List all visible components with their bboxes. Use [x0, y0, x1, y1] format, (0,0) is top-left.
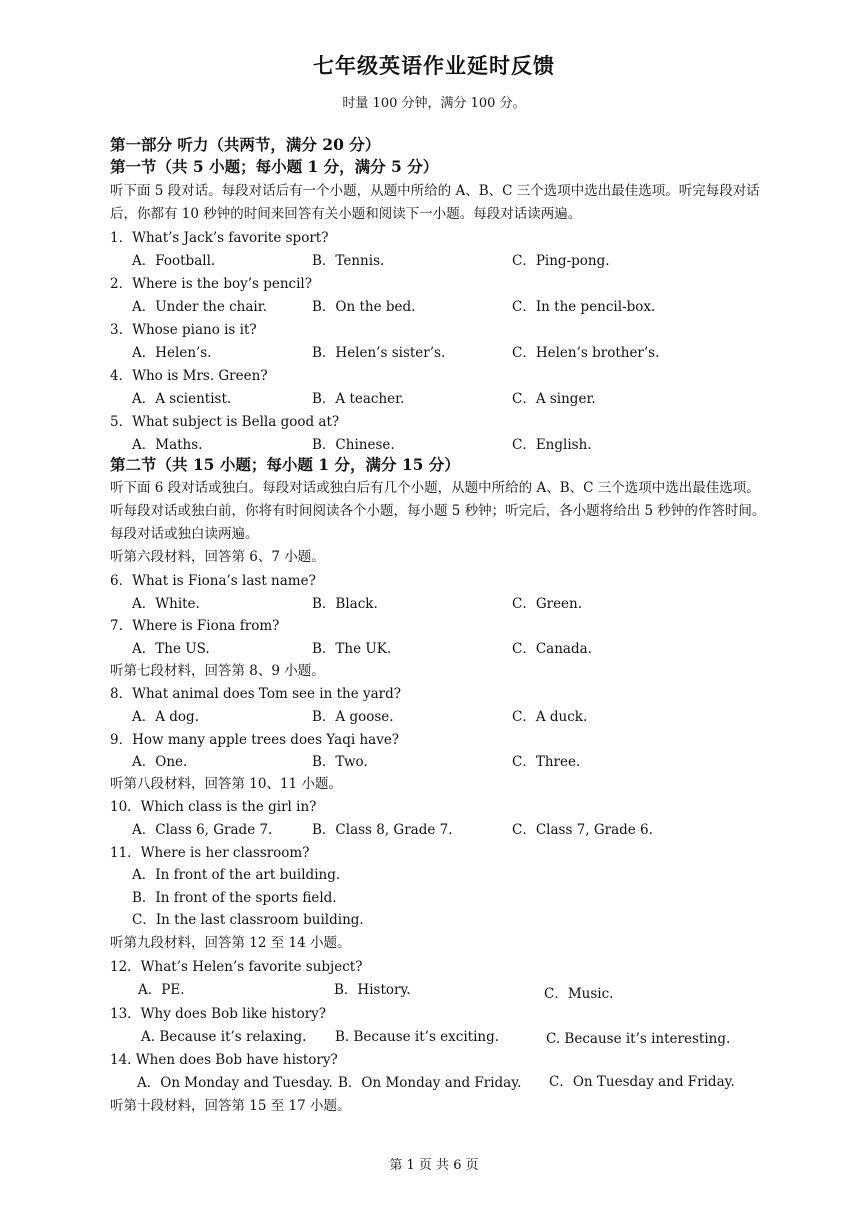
option-a: A．Under the chair.: [132, 299, 267, 315]
question-stem: 10．Which class is the girl in?: [110, 799, 317, 815]
option-a: A．In front of the art building.: [132, 867, 341, 883]
question-stem: 8．What animal does Tom see in the yard?: [110, 686, 402, 702]
section2-instruction: 听下面 6 段对话或独白。每段对话或独白后有几个小题，从题中所给的 A、B、C 三个选项中选出最佳选项。听每段对话或独白前，你将有时间阅读各个小题，每小题 5 秒钟；听完后，各小题将给出 5 秒钟的作答时间。每段对话或独白读两遍。: [110, 480, 766, 542]
option-a: A．One.: [132, 754, 188, 770]
option-c: C．Canada.: [512, 641, 592, 657]
question-stem: 1．What’s Jack’s favorite sport?: [110, 230, 329, 246]
page-title: 七年级英语作业延时反馈: [313, 53, 555, 78]
option-c: C．Three.: [512, 754, 581, 770]
section1-heading: 第一节（共 5 小题；每小题 1 分，满分 5 分）: [110, 157, 439, 176]
option-a: A．Helen’s.: [132, 345, 212, 361]
option-b: B．A goose.: [312, 709, 394, 725]
option-c: C．On Tuesday and Friday.: [549, 1074, 735, 1090]
listening-note: 听第八段材料，回答第 10、11 小题。: [110, 776, 342, 792]
option-a: A．Maths.: [132, 437, 203, 453]
option-c: C．A duck.: [512, 709, 588, 725]
question-stem: 14. When does Bob have history?: [110, 1052, 338, 1068]
option-b: B．History.: [334, 982, 411, 998]
question-stem: 4．Who is Mrs. Green?: [110, 368, 268, 384]
listening-note: 听第六段材料，回答第 6、7 小题。: [110, 549, 325, 565]
option-c: C．Green.: [512, 596, 583, 612]
option-c: C．Helen’s brother’s.: [512, 345, 660, 361]
option-b: B．A teacher.: [312, 391, 405, 407]
option-a: A．The US.: [132, 641, 210, 657]
option-a: A．A scientist.: [132, 391, 232, 407]
option-b: B．On Monday and Friday.: [338, 1075, 522, 1091]
question-stem: 7．Where is Fiona from?: [110, 618, 280, 634]
option-b: B．Class 8, Grade 7.: [312, 822, 453, 838]
option-c: C. Because it’s interesting.: [546, 1031, 731, 1047]
question-stem: 9．How many apple trees does Yaqi have?: [110, 732, 400, 748]
question-stem: 3．Whose piano is it?: [110, 322, 257, 338]
option-a: A．PE.: [138, 982, 185, 998]
option-a: A．Football.: [132, 253, 216, 269]
option-c: C．A singer.: [512, 391, 596, 407]
section1-instruction: 听下面 5 段对话。每段对话后有一个小题，从题中所给的 A、B、C 三个选项中选出最佳选项。听完每段对话后，你都有 10 秒钟的时间来回答有关小题和阅读下一小题。每段对话读两遍。: [110, 183, 760, 222]
listening-note: 听第十段材料，回答第 15 至 17 小题。: [110, 1098, 351, 1114]
option-b: B．On the bed.: [312, 299, 416, 315]
option-c: C．English.: [512, 437, 592, 453]
question-stem: 13．Why does Bob like history?: [110, 1006, 327, 1022]
question-stem: 6．What is Fiona’s last name?: [110, 573, 316, 589]
option-b: B．Chinese.: [312, 437, 395, 453]
option-c: C．Ping-pong.: [512, 253, 610, 269]
option-b: B．Black.: [312, 596, 378, 612]
question-stem: 12．What’s Helen’s favorite subject?: [110, 959, 363, 975]
listening-note: 听第九段材料，回答第 12 至 14 小题。: [110, 935, 351, 951]
option-c: C．In the pencil-box.: [512, 299, 656, 315]
question-stem: 5．What subject is Bella good at?: [110, 414, 340, 430]
part1-heading: 第一部分 听力（共两节，满分 20 分）: [110, 135, 381, 154]
option-b: B．In front of the sports field.: [132, 890, 337, 906]
option-b: B．Two.: [312, 754, 368, 770]
listening-note: 听第七段材料，回答第 8、9 小题。: [110, 663, 325, 679]
option-b: B. Because it’s exciting.: [335, 1029, 500, 1045]
question-stem: 2．Where is the boy’s pencil?: [110, 276, 312, 292]
option-c: C．Music.: [544, 986, 614, 1002]
exam-time-score: 时量 100 分钟，满分 100 分。: [342, 96, 526, 111]
option-a: A．White.: [132, 596, 200, 612]
question-stem: 11．Where is her classroom?: [110, 845, 310, 861]
option-c: C．Class 7, Grade 6.: [512, 822, 653, 838]
option-b: B．Tennis.: [312, 253, 385, 269]
option-a: A．Class 6, Grade 7.: [132, 822, 273, 838]
option-b: B．Helen’s sister’s.: [312, 345, 446, 361]
option-c: C．In the last classroom building.: [132, 912, 364, 928]
page-number: 第 1 页 共 6 页: [389, 1158, 479, 1173]
option-b: B．The UK.: [312, 641, 392, 657]
option-a: A．A dog.: [132, 709, 199, 725]
option-a: A. Because it’s relaxing.: [141, 1029, 307, 1045]
section2-heading: 第二节（共 15 小题；每小题 1 分，满分 15 分）: [110, 455, 460, 474]
option-a: A．On Monday and Tuesday.: [137, 1075, 333, 1091]
